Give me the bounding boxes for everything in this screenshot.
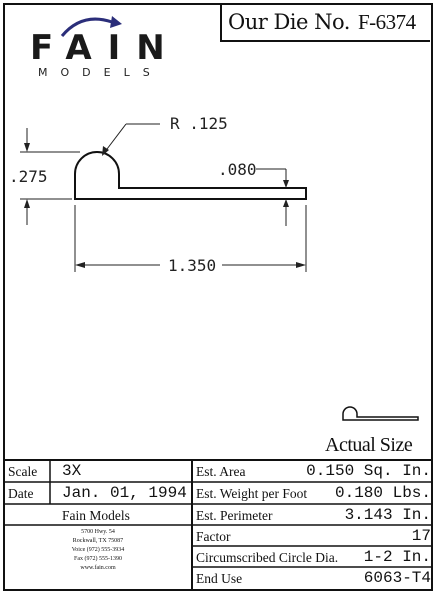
thickness-dimension-label: .080 [218, 160, 257, 179]
length-dimension-label: 1.350 [168, 256, 217, 275]
est-weight-label: Est. Weight per Foot [196, 486, 308, 501]
est-perimeter-value: 3.143 In. [344, 506, 431, 524]
actual-size-profile [343, 407, 418, 420]
die-number-label: Our Die No. [228, 10, 350, 34]
est-area-value: 0.150 Sq. In. [306, 462, 431, 480]
factor-value: 17 [411, 527, 431, 545]
company-name: Fain Models [62, 508, 130, 523]
address-line-2: Rockwall, TX 75087 [72, 538, 124, 544]
profile-shape [75, 152, 306, 199]
address-line-4: Fax (972) 555-1390 [74, 556, 122, 562]
date-value: Jan. 01, 1994 [62, 484, 187, 502]
die-number-box [220, 4, 430, 42]
factor-label: Factor [196, 529, 231, 544]
end-use-label: End Use [196, 571, 243, 586]
est-weight-value: 0.180 Lbs. [334, 484, 431, 502]
address-line-5: www.fain.com [80, 565, 116, 571]
radius-dimension-label: R .125 [170, 114, 228, 133]
height-dimension-label: .275 [9, 167, 48, 186]
circle-dia-label: Circumscribed Circle Dia. [196, 550, 339, 565]
logo-wordmark: FAIN [30, 28, 181, 68]
est-area-label: Est. Area [196, 464, 246, 479]
end-use-value: 6063-T4 [363, 569, 431, 587]
est-perimeter-label: Est. Perimeter [196, 508, 273, 523]
logo-subtitle: MODELS [38, 66, 163, 79]
address-line-3: Voice (972) 555-3934 [71, 547, 125, 553]
logo-arrow-icon [110, 16, 122, 28]
die-number-value: F-6374 [357, 9, 416, 34]
scale-label: Scale [8, 464, 38, 479]
circle-dia-value: 1-2 In. [363, 548, 431, 566]
scale-value: 3X [62, 462, 82, 480]
actual-size-label: Actual Size [325, 434, 413, 456]
address-line-1: 5700 Hwy. 54 [81, 529, 115, 535]
date-label: Date [8, 486, 34, 501]
